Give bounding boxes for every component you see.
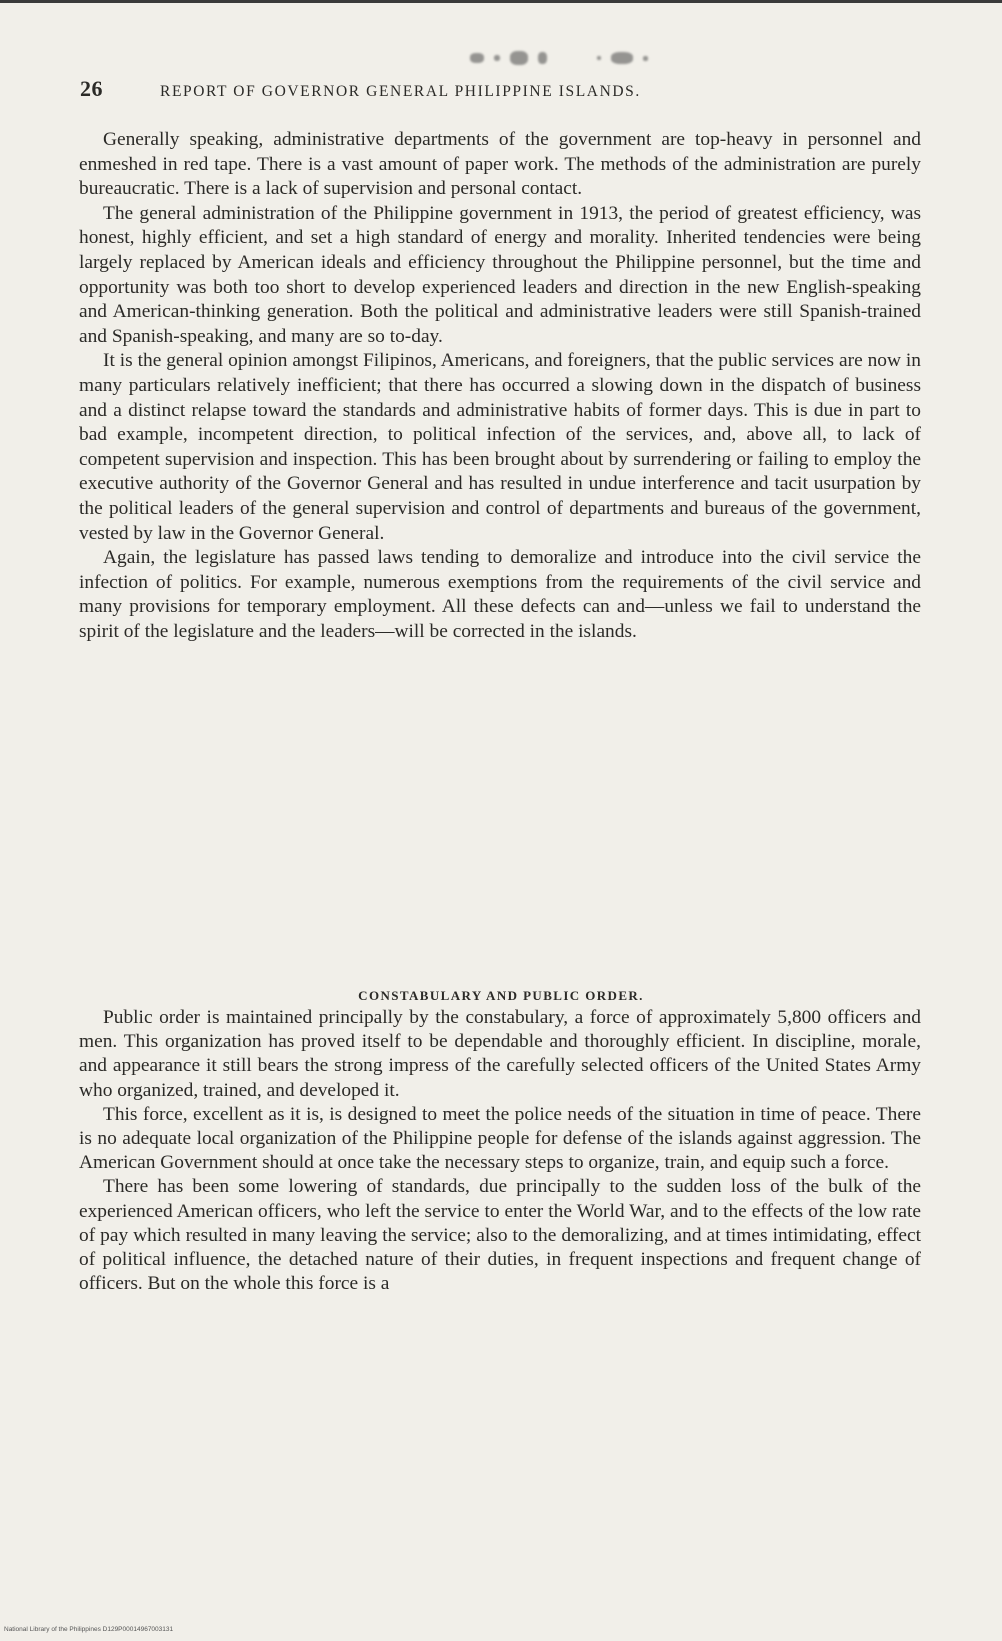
scan-artifact-mark (510, 51, 528, 65)
scan-artifact-mark (470, 53, 484, 63)
scan-top-border (0, 0, 1002, 3)
paragraph: The general administration of the Philippine government in 1913, the period of greatest efficiency, was honest, highly efficient, and set a high standard of energy and morality. Inherited tendencies were being largely replaced by American ideals and efficiency throughout the Philippine personnel, but the time and opportunity was both too short to develop experienced leaders and direction in the new English-speaking and American-thinking generation. Both the political and administrative leaders were still Spanish-trained and Spanish-speaking, and many are so to-day. (79, 202, 921, 347)
paragraph: This force, excellent as it is, is designed to meet the police needs of the situation in time of peace. There is no adequate local organization of the Philippine people for defense of the islands against aggression. The American Government should at once take the necessary steps to organize, train, and equip such a force. (79, 1103, 921, 1174)
scan-credit: National Library of the Philippines D129P00014967003131 (4, 1626, 174, 1633)
paragraph: Generally speaking, administrative departments of the government are top-heavy in personnel and enmeshed in red tape. There is a vast amount of paper work. The methods of the administration are purely bureaucratic. There is a lack of supervision and personal contact. (79, 129, 921, 200)
body-text-bottom (79, 1006, 921, 1296)
page-number: 26 (80, 76, 103, 101)
scan-artifact-mark (597, 56, 601, 60)
section-heading: CONSTABULARY AND PUBLIC ORDER. (358, 988, 644, 1003)
page-header (80, 76, 920, 106)
scan-artifact-mark (611, 52, 633, 64)
paragraph: It is the general opinion amongst Filipinos, Americans, and foreigners, that the public services are now in many particulars relatively inefficient; that there has occurred a slowing down in the dispatch of business and a distinct relapse toward the standards and administrative habits of former days. This is due in part to bad example, incompetent direction, to political infection of the services, and, above all, to lack of competent supervision and inspection. This has been brought about by surrendering or failing to employ the executive authority of the Governor General and has resulted in undue interference and tacit usurpation by the political leaders of the general supervision and control of departments and bureaus of the government, vested by law in the Governor General. (79, 350, 921, 544)
scan-artifact-mark (494, 55, 500, 61)
paragraph: Public order is maintained principally by the constabulary, a force of approximately 5,800 officers and men. This organization has proved itself to be dependable and thoroughly efficient. In discipline, morale, and appearance it still bears the strong impress of the carefully selected officers of the United States Army who organized, trained, and developed it. (79, 1007, 921, 1101)
scan-artifact-mark (643, 56, 648, 61)
paragraph: There has been some lowering of standards, due principally to the sudden loss of the bulk of the experienced American officers, who left the service to enter the World War, and to the effects of the low rate of pay which resulted in many leaving the service; also to the demoralizing, and at times intimidating, effect of political influence, the detached nature of their duties, in frequent inspections and frequent change of officers. But on the whole this force is a (79, 1176, 921, 1295)
body-text-top (79, 128, 921, 644)
scan-artifact (470, 38, 730, 78)
paragraph: Again, the legislature has passed laws tending to demoralize and introduce into the civil service the infection of politics. For example, numerous exemptions from the requirements of the civil service and many provisions for temporary employment. All these defects can and—unless we fail to understand the spirit of the legislature and the leaders—will be corrected in the islands. (79, 547, 921, 642)
scan-artifact-mark (538, 52, 547, 64)
running-head: REPORT OF GOVERNOR GENERAL PHILIPPINE ISLANDS. (160, 83, 641, 100)
